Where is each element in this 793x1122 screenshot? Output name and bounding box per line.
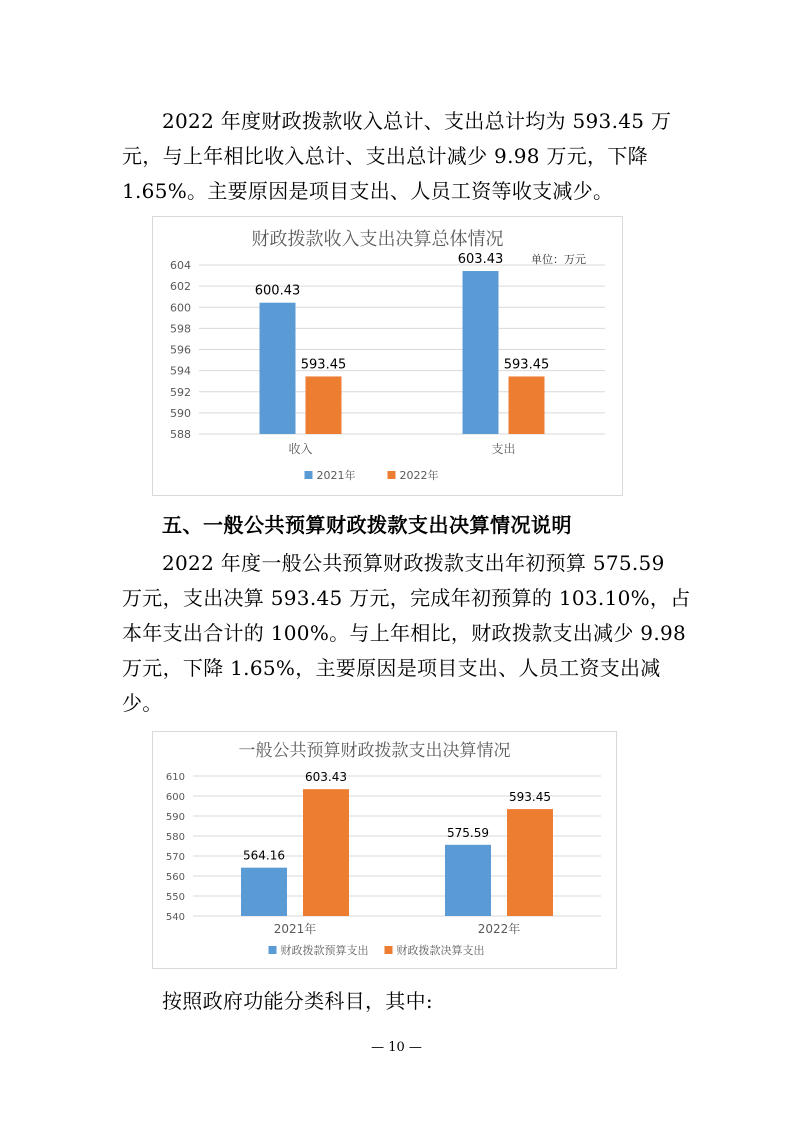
bar [306,376,342,434]
category-label: 2021年 [273,922,317,936]
data-label: 575.59 [447,825,489,840]
bar [445,845,491,916]
y-tick-label: 550 [165,892,185,903]
data-label: 600.43 [254,283,301,299]
category-label: 2022年 [477,922,521,936]
section-heading: 五、一般公共预算财政拨款支出决算情况说明 [162,513,572,537]
data-label: 593.45 [300,357,347,373]
data-label: 603.43 [457,252,504,268]
y-tick-label: 600 [170,301,191,315]
bar [463,271,499,434]
legend-swatch [385,946,393,954]
bar [509,376,545,434]
text-line: 按照政府功能分类科目，其中: [162,989,433,1013]
legend-label: 2021年 [316,469,356,482]
legend-swatch [269,946,277,954]
text-line: 1.65%。主要原因是项目支出、人员工资等收支减少。 [122,179,614,203]
text-line: 少。 [122,691,163,715]
legend-label: 财政拨款决算支出 [396,944,485,957]
y-tick-label: 590 [170,406,191,420]
chart-general-budget-expenditure [152,731,617,969]
chart-title: 一般公共预算财政拨款支出决算情况 [238,741,511,761]
y-tick-label: 570 [165,852,185,863]
legend-label: 2022年 [399,469,439,482]
chart-svg [153,732,616,968]
paragraph-3 [122,984,674,1019]
y-tick-label: 588 [170,428,191,441]
y-tick-label: 560 [165,872,185,883]
y-tick-label: 598 [170,322,191,336]
y-tick-label: 592 [170,385,191,399]
data-label: 593.45 [509,790,551,805]
y-tick-label: 596 [170,343,191,357]
chart-revenue-expenditure [152,216,623,496]
y-tick-label: 604 [170,259,191,272]
text-line: 2022 年度一般公共预算财政拨款支出年初预算 575.59 [162,551,665,575]
text-line: 本年支出合计的 100%。与上年相比，财政拨款支出减少 9.98 [122,621,687,645]
bar [241,868,287,916]
bar [507,809,553,916]
data-label: 564.16 [243,848,285,863]
legend-label: 财政拨款预算支出 [280,944,369,957]
y-tick-label: 540 [165,912,185,923]
y-tick-label: 602 [170,280,191,294]
text-line: 万元，支出决算 593.45 万元，完成年初预算的 103.10%，占 [122,586,691,610]
text-line: 2022 年度财政拨款收入总计、支出总计均为 593.45 万 [162,109,672,133]
y-tick-label: 600 [165,792,185,803]
page-number: — 10 — [371,1040,422,1055]
y-tick-label: 610 [165,772,185,783]
chart-title: 财政拨款收入支出决算总体情况 [251,229,504,250]
data-label: 593.45 [503,357,550,373]
text-line: 元，与上年相比收入总计、支出总计减少 9.98 万元，下降 [122,144,648,168]
bar [303,789,349,916]
text-line: 万元，下降 1.65%，主要原因是项目支出、人员工资支出减 [122,656,661,680]
unit-note: 单位：万元 [531,253,586,266]
category-label: 收入 [288,442,313,456]
paragraph-1 [122,104,674,209]
chart-svg [153,217,622,495]
paragraph-2 [122,546,691,721]
y-tick-label: 594 [170,364,191,378]
legend-swatch [305,471,313,479]
y-tick-label: 580 [165,832,185,843]
legend-swatch [388,471,396,479]
category-label: 支出 [491,442,516,456]
bar [260,303,296,434]
y-tick-label: 590 [165,812,185,823]
data-label: 603.43 [305,770,347,785]
